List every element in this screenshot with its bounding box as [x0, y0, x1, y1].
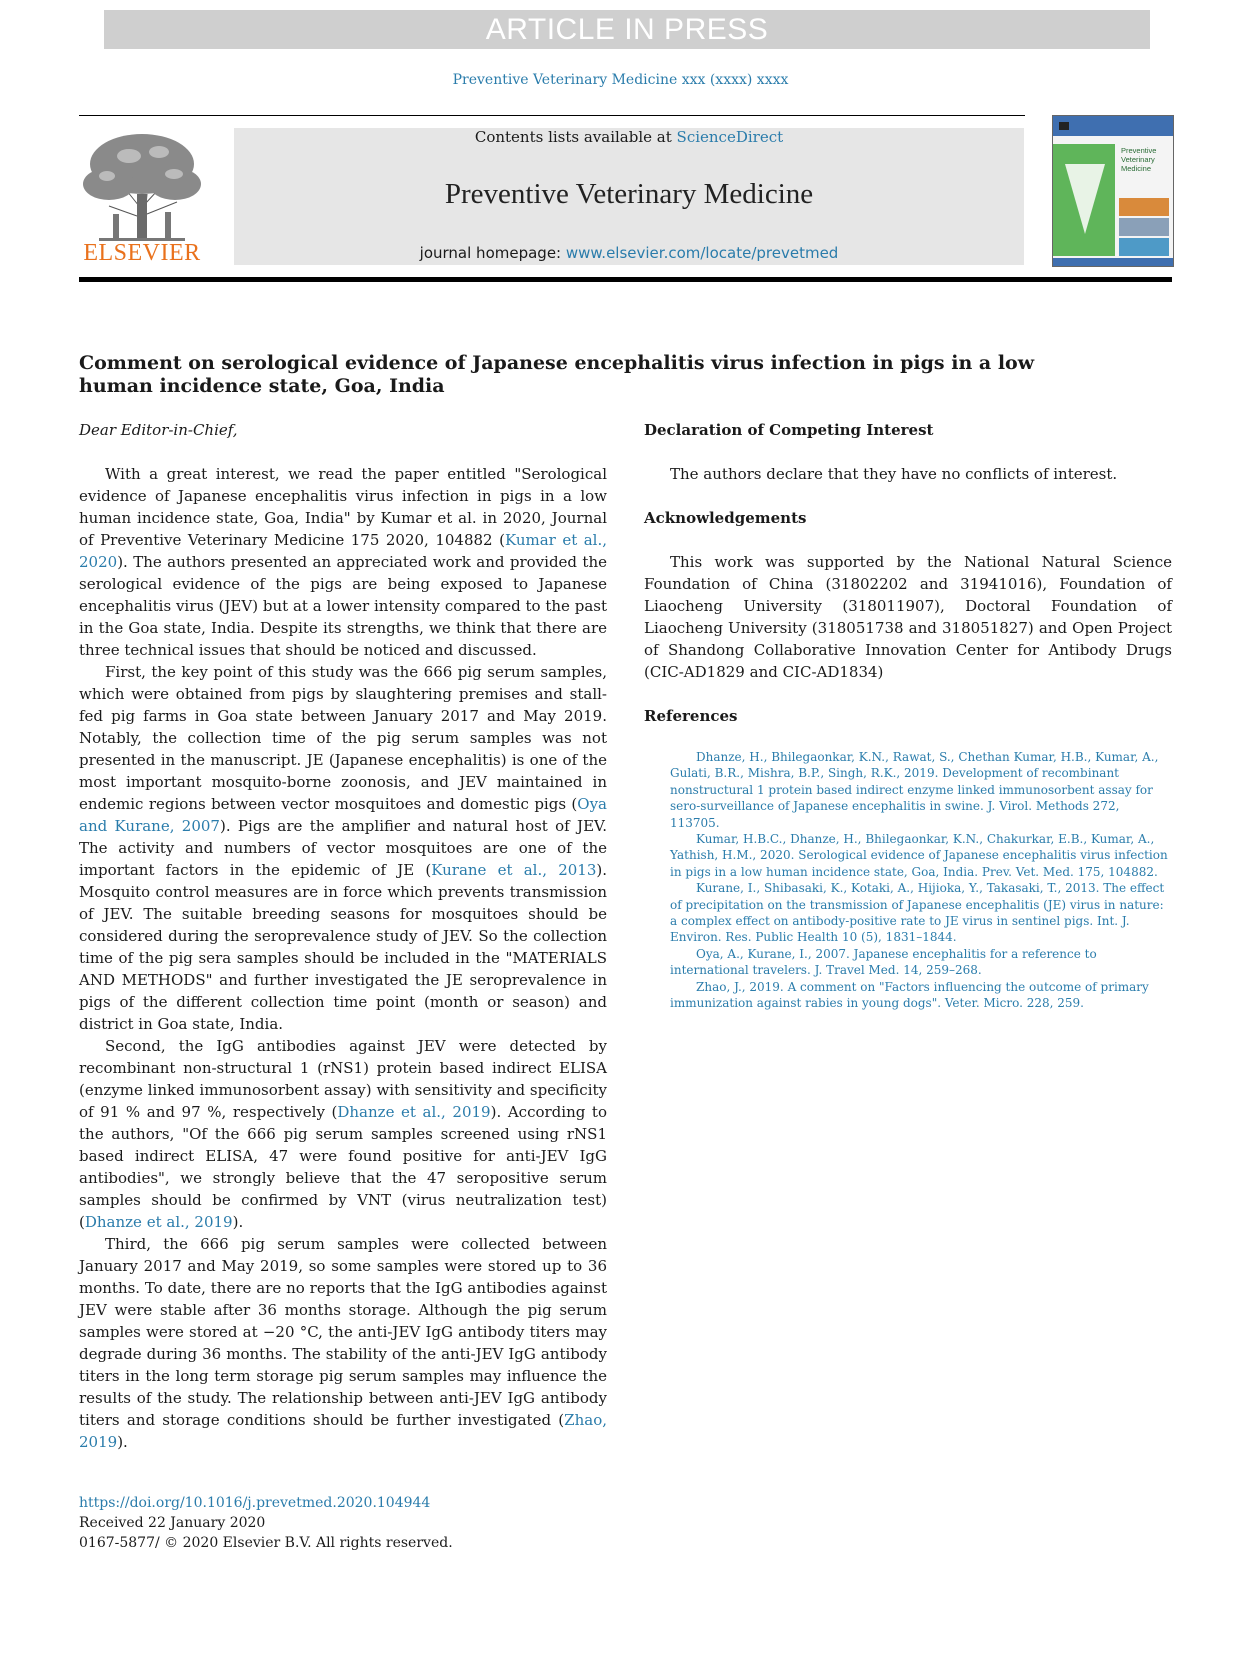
- p3-text-c: ).: [232, 1213, 244, 1231]
- p3-text-a: Second, the IgG antibodies against JEV were detected by recombinant non-structural 1 (rNS1) protein based indirect ELISA (enzyme linked immunosorbent assay) with sensitivity and specificity of 91 % and 97 %, respectively (: [79, 1037, 607, 1121]
- paragraph-3: [79, 1035, 607, 1233]
- reference-item[interactable]: Kurane, I., Shibasaki, K., Kotaki, A., Hijioka, Y., Takasaki, T., 2013. The effect of precipitation on the transmission of Japanese encephalitis (JE) virus in nature: a complex effect on antibody-positive rate to JE virus in sentinel pigs. Int. J. Environ. Res. Public Health 10 (5), 1831–1844.: [670, 881, 1165, 945]
- article-footer: [79, 1493, 453, 1553]
- salutation: Dear Editor-in-Chief,: [79, 421, 238, 439]
- citation-kumar-2020[interactable]: Kumar et al., 2020: [79, 531, 607, 571]
- contents-available-line: [234, 128, 1024, 146]
- article-in-press-banner: ARTICLE IN PRESS: [104, 10, 1150, 49]
- left-column: [79, 419, 607, 1453]
- reference-item[interactable]: Dhanze, H., Bhilegaonkar, K.N., Rawat, S., Chethan Kumar, H.B., Kumar, A., Gulati, B.R., Mishra, B.P., Singh, R.K., 2019. Development of recombinant nonstructural 1 protein based indirect enzyme linked immunosorbent assay for sero-surveillance of Japanese encephalitis in swine. J. Virol. Methods 272, 113705.: [670, 750, 1159, 830]
- p1-text-a: With a great interest, we read the paper entitled "Serological evidence of Japanese encephalitis virus infection in pigs in a low human incidence state, Goa, India" by Kumar et al. in 2020, Journal of Preventive Veterinary Medicine 175 2020, 104882 (: [79, 465, 607, 549]
- citation-kurane-2013[interactable]: Kurane et al., 2013: [431, 861, 597, 879]
- journal-title: Preventive Veterinary Medicine: [444, 178, 814, 210]
- contents-prefix: Contents lists available at: [474, 128, 677, 146]
- reference-item[interactable]: Oya, A., Kurane, I., 2007. Japanese encephalitis for a reference to international travelers. J. Travel Med. 14, 259–268.: [670, 946, 1097, 978]
- citation-dhanze-2019-a[interactable]: Dhanze et al., 2019: [337, 1103, 491, 1121]
- citation-dhanze-2019-b[interactable]: Dhanze et al., 2019: [84, 1213, 233, 1231]
- acknowledgements-text: This work was supported by the National Natural Science Foundation of China (31802202 and 31941016), Foundation of Liaocheng University (318011907), Doctoral Foundation of Liaocheng University (318051738 and 318051827) and Open Project of Shandong Collaborative Innovation Center for Antibody Drugs (CIC-AD1829 and CIC-AD1834): [644, 553, 1172, 681]
- competing-interest-heading: Declaration of Competing Interest: [644, 421, 934, 439]
- references-heading: References: [644, 707, 738, 725]
- reference-item[interactable]: Kumar, H.B.C., Dhanze, H., Bhilegaonkar, K.N., Chakurkar, E.B., Kumar, A., Yathish, H.M., 2020. Serological evidence of Japanese encephalitis virus infection in pigs in a low human incidence state, Goa, India. Prev. Vet. Med. 175, 104882.: [670, 832, 1168, 879]
- elsevier-wordmark: ELSEVIER: [83, 240, 201, 266]
- paragraph-1: [79, 463, 607, 661]
- p2-text-a: First, the key point of this study was the 666 pig serum samples, which were obtained from pigs by slaughtering premises and stall-fed pig farms in Goa state between January 2017 and May 2019. Notably, the collection time of the pig serum samples was not presented in the manuscript. JE (Japanese encephalitis) is one of the most important mosquito-borne zoonosis, and JEV maintained in endemic regions between vector mosquitoes and domestic pigs (: [79, 663, 607, 813]
- citation-zhao-2019[interactable]: Zhao, 2019: [79, 1411, 607, 1451]
- doi-link[interactable]: https://doi.org/10.1016/j.prevetmed.2020.104944: [79, 1495, 431, 1511]
- journal-homepage-line: [234, 244, 1024, 262]
- homepage-prefix: journal homepage:: [419, 244, 566, 262]
- reference-list: [644, 749, 1172, 1012]
- p2-text-c: ). Mosquito control measures are in force which prevents transmission of JEV. The suitable breeding seasons for mosquitoes should be considered during the seroprevalence study of JEV. So the collection time of the pig sera samples should be included in the "MATERIALS AND METHODS" and further investigated the JE seroprevalence in pigs of the different collection time point (month or season) and district in Goa state, India.: [79, 861, 607, 1033]
- header-top-rule: [79, 115, 1025, 116]
- right-column: [644, 419, 1172, 1012]
- sciencedirect-link[interactable]: ScienceDirect: [676, 128, 784, 146]
- p4-text-a: Third, the 666 pig serum samples were collected between January 2017 and May 2019, so some samples were stored up to 36 months. To date, there are no reports that the IgG antibodies against JEV were stable after 36 months storage. Although the pig serum samples were stored at −20 °C, the anti-JEV IgG antibody titers may degrade during 36 months. The stability of the anti-JEV IgG antibody titers in the long term storage pig serum samples may influence the results of the study. The relationship between anti-JEV IgG antibody titers and storage conditions should be further investigated (: [79, 1235, 607, 1429]
- cover-journal-name: Preventive Veterinary Medicine: [1121, 146, 1157, 173]
- acknowledgements-heading: Acknowledgements: [644, 509, 807, 527]
- reference-item[interactable]: Zhao, J., 2019. A comment on "Factors influencing the outcome of primary immunization against rabies in young dogs". Veter. Micro. 228, 259.: [670, 979, 1149, 1011]
- journal-cover-image-icon: [1053, 116, 1173, 266]
- p3-text-b: ). According to the authors, "Of the 666 pig serum samples screened using rNS1 based indirect ELISA, 47 were found positive for anti-JEV IgG antibodies", we strongly believe that the 47 seropositive serum samples should be confirmed by VNT (virus neutralization test) (: [79, 1103, 607, 1231]
- article-title: Comment on serological evidence of Japanese encephalitis virus infection in pigs in a low human incidence state, Goa, India: [79, 352, 1035, 397]
- paragraph-4: [79, 1233, 607, 1453]
- journal-homepage-link[interactable]: www.elsevier.com/locate/prevetmed: [565, 244, 839, 262]
- paragraph-2: [79, 661, 607, 1035]
- copyright-notice: 0167-5877/ © 2020 Elsevier B.V. All rights reserved.: [79, 1535, 453, 1551]
- p4-text-b: ).: [117, 1433, 128, 1451]
- received-date: Received 22 January 2020: [79, 1515, 266, 1531]
- citation-oya-kurane-2007[interactable]: Oya and Kurane, 2007: [79, 795, 607, 835]
- header-bottom-rule: [79, 277, 1172, 282]
- p2-text-b: ). Pigs are the amplifier and natural host of JEV. The activity and numbers of vector mosquitoes are one of the important factors in the epidemic of JE (: [79, 817, 608, 879]
- journal-cover-thumbnail[interactable]: [1052, 115, 1174, 267]
- journal-reference-link[interactable]: Preventive Veterinary Medicine xxx (xxxx) xxxx: [452, 72, 789, 88]
- p1-text-b: ). The authors presented an appreciated work and provided the serological evidence of the pigs are being exposed to Japanese encephalitis virus (JEV) but at a lower intensity compared to the past in the Goa state, India. Despite its strengths, we think that there are three technical issues that should be noticed and discussed.: [79, 553, 607, 659]
- competing-interest-text: The authors declare that they have no conflicts of interest.: [670, 465, 1118, 483]
- journal-header-box: [234, 128, 1024, 265]
